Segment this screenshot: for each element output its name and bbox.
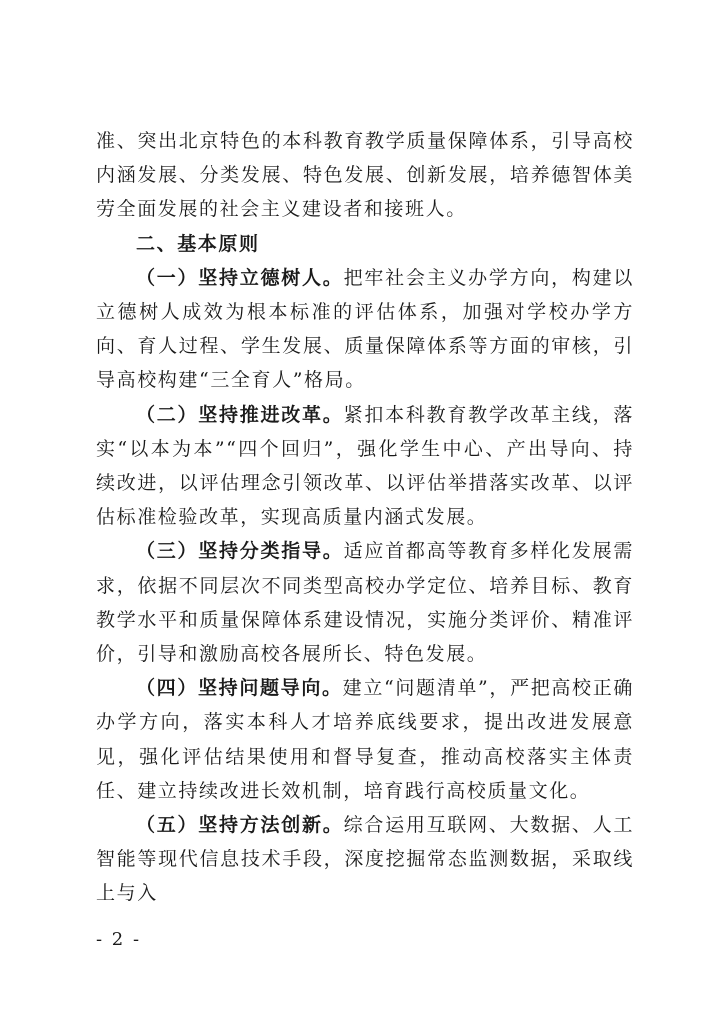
page-number: - 2 - — [96, 929, 142, 950]
principle-body-5: 综合运用互联网、大数据、人工智能等现代信息技术手段，深度挖掘常态监测数据，采取线上与入 — [96, 814, 634, 905]
principle-lead-3: （三）坚持分类指导。 — [136, 540, 344, 563]
principle-lead-4: （四）坚持问题导向。 — [136, 677, 343, 700]
principle-paragraph-3 — [96, 534, 634, 671]
principle-lead-5: （五）坚持方法创新。 — [136, 814, 344, 837]
principle-body-2: 紧扣本科教育教学改革主线，落实“以本为本”“四个回归”，强化学生中心、产出导向、持续改进，以评估理念引领改革、以评估举措落实改革、以评估标准检验改革，实现高质量内涵式发展。 — [96, 403, 634, 529]
principle-paragraph-1 — [96, 261, 634, 398]
principle-lead-1: （一）坚持立德树人。 — [136, 266, 344, 289]
principle-paragraph-4 — [96, 671, 634, 808]
principle-paragraph-5 — [96, 808, 634, 911]
principle-body-1: 把牢社会主义办学方向，构建以立德树人成效为根本标准的评估体系，加强对学校办学方向、育人过程、学生发展、质量保障体系等方面的审核，引导高校构建“三全育人”格局。 — [96, 266, 634, 392]
principle-body-4: 建立“问题清单”，严把高校正确办学方向，落实本科人才培养底线要求，提出改进发展意见，强化评估结果使用和督导复查，推动高校落实主体责任、建立持续改进长效机制，培育践行高校质量文化。 — [96, 677, 634, 802]
principle-lead-2: （二）坚持推进改革。 — [136, 403, 344, 426]
principle-paragraph-2 — [96, 398, 634, 535]
principle-body-3: 适应首都高等教育多样化发展需求，依据不同层次不同类型高校办学定位、培养目标、教育教学水平和质量保障体系建设情况，实施分类评价、精准评价，引导和激励高校各展所长、特色发展。 — [96, 540, 634, 666]
document-body — [96, 124, 634, 911]
section-heading: 二、基本原则 — [136, 232, 260, 255]
intro-paragraph: 准、突出北京特色的本科教育教学质量保障体系，引导高校内涵发展、分类发展、特色发展、创新发展，培养德智体美劳全面发展的社会主义建设者和接班人。 — [96, 130, 634, 221]
